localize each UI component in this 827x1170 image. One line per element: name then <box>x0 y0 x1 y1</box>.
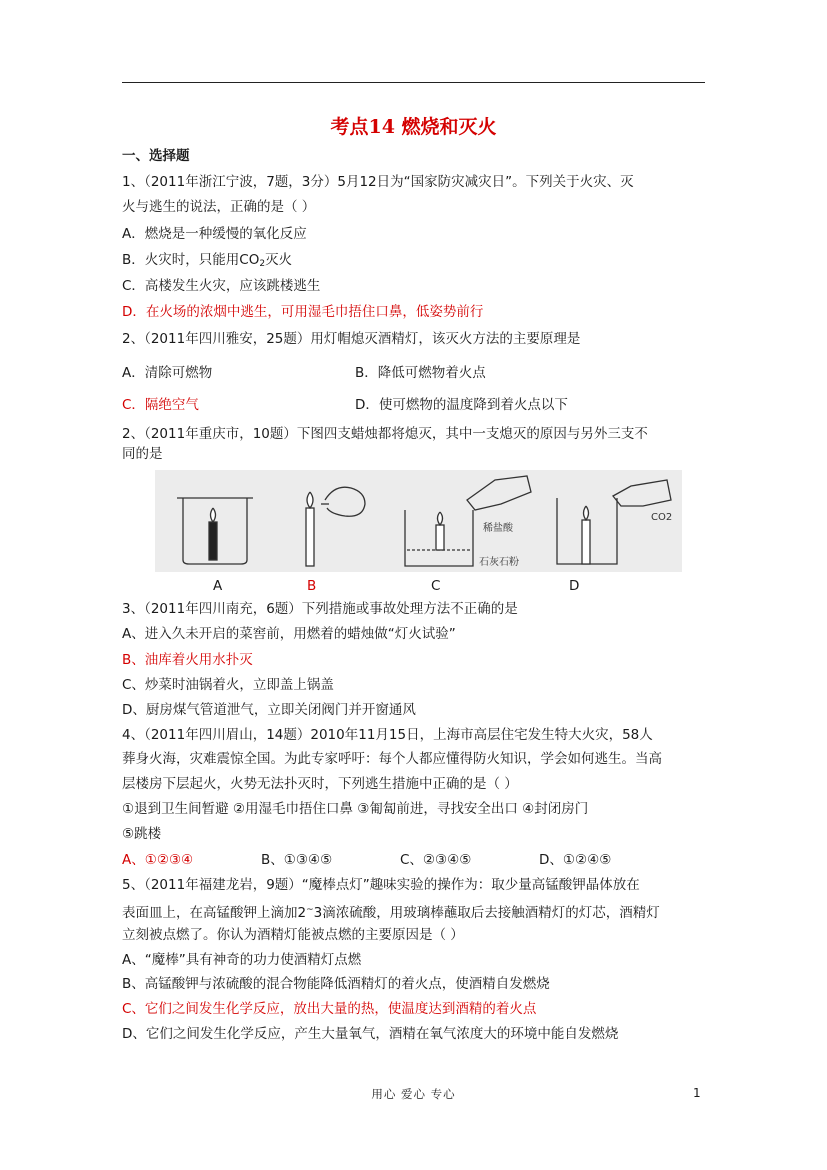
q4-option-d: D、①②④⑤ <box>539 852 612 868</box>
label-co2: CO2 <box>651 512 673 523</box>
q5-option-c-answer: C、它们之间发生化学反应，放出大量的热，使温度达到酒精的着火点 <box>122 1001 537 1017</box>
q3-option-c: C、炒菜时油锅着火，立即盖上锅盖 <box>122 677 334 693</box>
q1-option-a: A．燃烧是一种缓慢的氧化反应 <box>122 226 307 242</box>
candle-diagram <box>155 470 682 572</box>
label-acid: 稀盐酸 <box>483 523 513 534</box>
figure-label-b-answer: B <box>307 578 317 594</box>
q1-option-b-subscript: 2 <box>259 259 266 269</box>
candle-a <box>209 522 217 560</box>
q2a-option-d: D．使可燃物的温度降到着火点以下 <box>355 397 568 413</box>
flame-d <box>584 506 589 520</box>
page-number: 1 <box>693 1086 701 1100</box>
q4-measure-5: ⑤跳楼 <box>122 826 162 842</box>
q1-option-c: C．高楼发生火灾，应该跳楼逃生 <box>122 278 321 294</box>
flame-b <box>307 492 313 508</box>
figure-label-c: C <box>431 578 441 594</box>
q5-option-a: A、“魔棒”具有神奇的功力使酒精灯点燃 <box>122 952 362 968</box>
q3-option-a: A、进入久未开启的菜窖前，用燃着的蜡烛做“灯火试验” <box>122 626 456 642</box>
figure-label-d: D <box>569 578 580 594</box>
q1-stem-line2: 火与逃生的说法，正确的是（ ） <box>122 199 316 215</box>
candle-experiment-figure <box>155 470 682 572</box>
q5-range-tilde: ~ <box>306 905 314 915</box>
q5-option-d: D、它们之间发生化学反应，产生大量氧气，酒精在氧气浓度大的环境中能自发燃烧 <box>122 1026 619 1042</box>
label-limestone: 石灰石粉 <box>479 557 519 568</box>
q2a-stem: 2、（2011年四川雅安，25题）用灯帽熄灭酒精灯，该灭火方法的主要原理是 <box>122 331 581 347</box>
q2b-stem-line1: 2、（2011年重庆市，10题）下图四支蜡烛都将熄灭，其中一支熄灭的原因与另外三支不 <box>122 426 648 442</box>
header-rule <box>122 82 705 83</box>
q2b-stem-line2: 同的是 <box>122 446 163 462</box>
section-heading: 一、选择题 <box>122 148 190 164</box>
q1-option-d-answer: D．在火场的浓烟中逃生，可用湿毛巾捂住口鼻，低姿势前行 <box>122 304 484 320</box>
q4-option-b: B、①③④⑤ <box>261 852 333 868</box>
q3-stem: 3、（2011年四川南充，6题）下列措施或事故处理方法不正确的是 <box>122 601 518 617</box>
q4-stem-line2: 葬身火海，灾难震惊全国。为此专家呼吁：每个人都应懂得防火知识，学会如何逃生。当高 <box>122 751 662 767</box>
q5-option-b: B、高锰酸钾与浓硫酸的混合物能降低酒精灯的着火点，使酒精自发燃烧 <box>122 976 550 992</box>
q2a-option-a: A．清除可燃物 <box>122 365 213 381</box>
flame-a <box>211 508 216 522</box>
page-title: 考点14 燃烧和灭火 <box>330 116 497 138</box>
q2a-option-b: B．降低可燃物着火点 <box>355 365 486 381</box>
q4-measures: ①退到卫生间暂避 ②用湿毛巾捂住口鼻 ③匍匐前进，寻找安全出口 ④封闭房门 <box>122 801 589 817</box>
candle-b <box>306 508 314 566</box>
q3-option-b-answer: B、油库着火用水扑灭 <box>122 652 253 668</box>
q5-stem-line1: 5、（2011年福建龙岩，9题）“魔棒点灯”趣味实验的操作为：取少量高锰酸钾晶体放在 <box>122 877 640 893</box>
q5-stem-line3: 立刻被点燃了。你认为酒精灯能被点燃的主要原因是（ ） <box>122 927 464 943</box>
q4-stem-line3: 层楼房下层起火，火势无法扑灭时，下列逃生措施中正确的是（ ） <box>122 776 518 792</box>
q4-option-c: C、②③④⑤ <box>400 852 472 868</box>
page-footer: 用心 爱心 专心 <box>371 1087 456 1101</box>
q4-option-a-answer: A、①②③④ <box>122 852 194 868</box>
q5-stem-line2 <box>122 901 660 922</box>
q5-stem-line2-tail: 3滴浓硫酸，用玻璃棒蘸取后去接触酒精灯的灯芯，酒精灯 <box>313 905 660 921</box>
co2-bottle <box>613 480 671 506</box>
q4-stem-line1: 4、（2011年四川眉山，14题）2010年11月15日，上海市高层住宅发生特大火灾，58人 <box>122 727 653 743</box>
figure-label-a: A <box>213 578 223 594</box>
acid-bottle <box>467 476 531 510</box>
q1-option-b-text: B．火灾时，只能用CO <box>122 252 260 268</box>
q3-option-d: D、厨房煤气管道泄气，立即关闭阀门并开窗通风 <box>122 702 416 718</box>
q5-stem-line2-text: 表面皿上，在高锰酸钾上滴加2 <box>122 905 307 921</box>
q2a-option-c-answer: C．隔绝空气 <box>122 397 199 413</box>
flame-c <box>438 512 443 525</box>
candle-c <box>436 525 444 550</box>
q1-stem-line1: 1、（2011年浙江宁波，7题，3分）5月12日为“国家防灾减灾日”。下列关于火灾、灭 <box>122 174 634 190</box>
q1-option-b <box>122 251 292 273</box>
q1-option-b-tail: 灭火 <box>265 252 293 268</box>
face-b <box>325 487 365 516</box>
candle-d <box>582 520 590 564</box>
